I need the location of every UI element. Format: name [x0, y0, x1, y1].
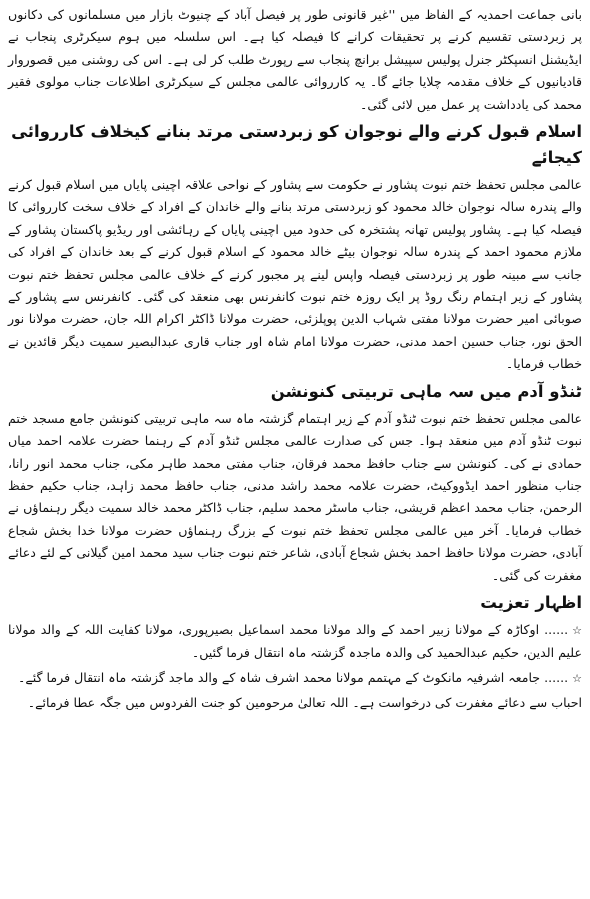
section-heading-condolence: اظہار تعزیت [480, 592, 582, 612]
star-icon: ☆ [572, 623, 582, 637]
condolence-closing: احباب سے دعائے مغفرت کی درخواست ہے۔ اللہ تعالیٰ مرحومین کو جنت الفردوس میں جگہ عطا فرمائے۔ [27, 695, 582, 711]
condolence-item [8, 619, 582, 665]
condolence-item-text: ...... جامعہ اشرفیہ مانکوٹ کے مہتمم مولانا محمد اشرف شاہ کے والد ماجد گزشتہ ماہ انتقال فرما گئے۔ [18, 669, 569, 685]
condolence-item [8, 667, 582, 690]
star-icon: ☆ [572, 671, 582, 685]
condolence-item-text: ...... اوکاڑہ کے مولانا زبیر احمد کے والد مولانا محمد اسماعیل بصیرپوری، مولانا کفایت اللہ کے والد مولانا علیم الدین، حکیم عبدالحمید کی والدہ ماجدہ گزشتہ ماہ انتقال فرما گئیں۔ [8, 621, 582, 661]
intro-paragraph: بانی جماعت احمدیہ کے الفاظ میں ''غیر قانونی طور پر فیصل آباد کے چنیوٹ بازار میں مسلمانوں کی دکانوں پر زبردستی تقسیم کرنے پر تحقیقات کرانے کا فیصلہ کیا ہے۔ اس سلسلہ میں ہوم سیکرٹری پنجاب نے ایڈیشنل انسپکٹر جنرل پولیس سپیشل برانچ پنجاب سے رپورٹ طلب کر لی ہے۔ اس کی روشنی میں قصوروار قادیانیوں کے خلاف مقدمہ چلایا جائے گا۔ یہ کارروائی عالمی مجلس کے سیکرٹری اطلاعات جناب مولوی فقیر محمد کی یادداشت پر عمل میں لائی گئی۔ [8, 7, 582, 112]
conversion-paragraph: عالمی مجلس تحفظ ختم نبوت پشاور نے حکومت سے پشاور کے نواحی علاقہ اچینی پایاں میں اسلام قبول کرنے والے پندرہ سالہ نوجوان خالد محمود کو زبردستی مرتد بنانے والے خاندان کے افراد کے خلاف سخت کارروائی کا فیصلہ کیا ہے۔ پشاور پولیس تھانہ پشتخرہ کی حدود میں اچینی پایاں کے رہائشی اور ریڈیو پاکستان پشاور کے ملازم محمود احمد کے پندرہ سالہ نوجوان بیٹے خالد محمود کے اسلام قبول کرنے کے بعد خاندان کے افراد کی جانب سے مبینہ طور پر زبردستی فیصلہ واپس لینے پر مجبور کرنے کے خلاف عالمی مجلس تحفظ ختم نبوت پشاور کے زیر اہتمام رنگ روڈ پر ایک روزہ ختم نبوت کانفرنس بھی منعقد کی گئی۔ کانفرنس سے پشاور کے صوبائی امیر حضرت مولانا مفتی شہاب الدین پوپلزئی، حضرت مولانا ڈاکٹر اکرام اللہ جان، حضرت مولانا نور الحق نور، جناب حسین احمد مدنی، حضرت مولانا امام شاہ اور جناب قاری عبدالبصیر سمیت دیگر قائدین نے خطاب فرمایا۔ [8, 177, 582, 372]
section-heading-convention: ٹنڈو آدم میں سہ ماہی تربیتی کنونشن [270, 381, 582, 401]
convention-paragraph: عالمی مجلس تحفظ ختم نبوت ٹنڈو آدم کے زیر اہتمام گزشتہ ماہ سہ ماہی تربیتی کنونشن جامع مسجد ختم نبوت ٹنڈو آدم میں منعقد ہوا۔ جس کی صدارت عالمی مجلس ٹنڈو آدم کے رہنما حضرت علامہ احمد میاں حمادی نے کی۔ کنونشن سے جناب حافظ محمد فرقان، جناب مفتی محمد طاہر مکی، جناب محمد انور رانا، جناب منظور احمد ایڈووکیٹ، حضرت علامہ محمد راشد مدنی، جناب حافظ محمد زاہد، جناب حکیم حفظ الرحمن، جناب محمد اعظم قریشی، جناب ماسٹر محمد سلیم، جناب ڈاکٹر محمد خالد سمیت دیگر رہنماؤں نے خطاب فرمایا۔ آخر میں عالمی مجلس تحفظ ختم نبوت کے بزرگ رہنماؤں حضرت مولانا خدا بخش شجاع آبادی، حضرت مولانا حافظ احمد بخش شجاع آبادی، شاعر ختم نبوت جناب سید محمد امین گیلانی کے لئے دعائے مغفرت کی گئی۔ [8, 410, 582, 583]
section-heading-conversion: اسلام قبول کرنے والے نوجوان کو زبردستی مرتد بنانے کیخلاف کارروائی کیجائے [11, 122, 582, 168]
